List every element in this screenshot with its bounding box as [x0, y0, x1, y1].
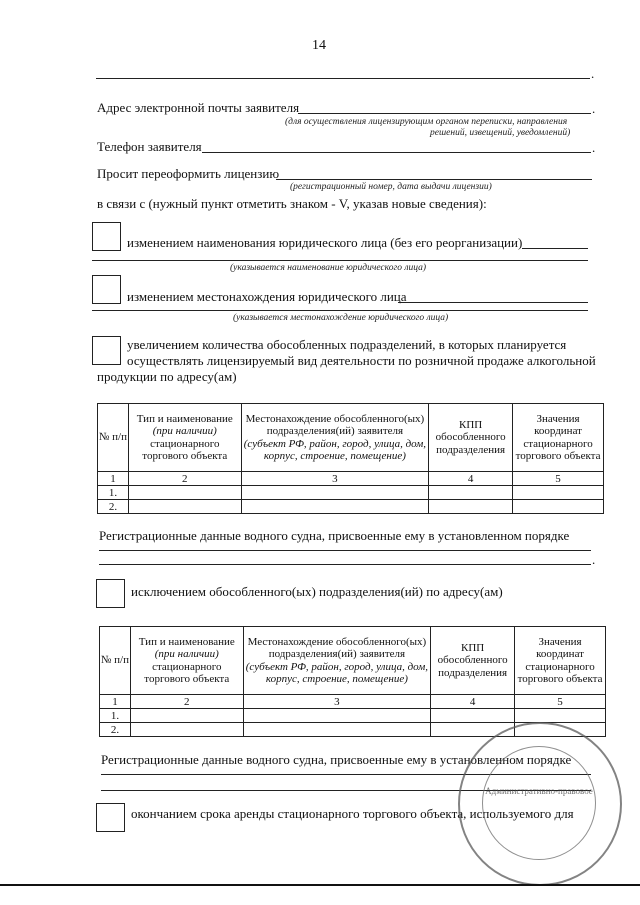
col-loc-line2: (субъект РФ, район, город, улица, дом, корпус, строение, помещение)	[243, 437, 427, 462]
option-increase-line1: увеличением количества обособленных подразделений, в которых планируется	[127, 337, 567, 352]
col-type-line1: Тип и наименование	[138, 635, 235, 648]
row-number: 1.	[100, 709, 131, 723]
col-header-number: № п/п	[100, 627, 131, 695]
subdivisions-table-1	[97, 403, 604, 514]
table-cell[interactable]	[515, 709, 606, 723]
official-stamp	[458, 722, 622, 886]
vessel-field-1b[interactable]	[99, 564, 591, 565]
reissue-hint: (регистрационный номер, дата выдачи лицензии)	[290, 182, 492, 192]
col-index: 4	[431, 695, 515, 709]
col-header-type	[130, 627, 243, 695]
col-index: 4	[429, 472, 513, 486]
col-header-number: № п/п	[98, 404, 129, 472]
col-header-coordinates: Значения координат стационарного торгового объекта	[513, 404, 604, 472]
col-index: 5	[513, 472, 604, 486]
line-dot: .	[592, 101, 596, 116]
phone-label: Телефон заявителя	[97, 139, 202, 154]
line-dot: .	[591, 66, 595, 81]
option-increase-line3: продукции по адресу(ам)	[97, 369, 237, 384]
col-header-kpp: КПП обособленного подразделения	[431, 627, 515, 695]
option-rename-hint: (указывается наименование юридического лица)	[230, 263, 426, 273]
option-relocate-hint: (указывается местонахождение юридического лица)	[233, 313, 449, 323]
table-cell[interactable]	[243, 723, 430, 737]
row-number: 2.	[98, 500, 129, 514]
col-header-location	[241, 404, 428, 472]
option-relocate-label: изменением местонахождения юридического лица	[127, 289, 407, 304]
phone-field[interactable]	[202, 152, 591, 153]
page-number: 14	[312, 38, 326, 53]
table-cell[interactable]	[128, 500, 241, 514]
col-index: 2	[130, 695, 243, 709]
table-cell[interactable]	[241, 486, 428, 500]
option-lease-label: окончанием срока аренды стационарного торгового объекта, используемого для	[131, 806, 574, 821]
col-loc-line1: Местонахождение обособленного(ых) подразделения(ий) заявителя	[245, 412, 425, 438]
table-cell[interactable]	[241, 500, 428, 514]
row-number: 1.	[98, 486, 129, 500]
col-loc-line1: Местонахождение обособленного(ых) подразделения(ий) заявителя	[247, 635, 427, 661]
col-index: 3	[243, 695, 430, 709]
stamp-text: Административно-правовое	[485, 786, 593, 796]
reason-text: в связи с (нужный пункт отметить знаком - V, указав новые сведения):	[97, 196, 487, 211]
table-cell[interactable]	[130, 723, 243, 737]
email-label: Адрес электронной почты заявителя	[97, 100, 300, 115]
col-index: 1	[98, 472, 129, 486]
option-rename-label: изменением наименования юридического лица (без его реорганизации)	[127, 235, 523, 250]
table-cell[interactable]	[243, 709, 430, 723]
table-cell[interactable]	[429, 500, 513, 514]
col-header-kpp: КПП обособленного подразделения	[429, 404, 513, 472]
col-header-type	[128, 404, 241, 472]
col-type-line3: стационарного торгового объекта	[142, 437, 228, 462]
vessel-field-1[interactable]	[99, 550, 591, 551]
table-cell[interactable]	[513, 500, 604, 514]
option-exclude-label: исключением обособленного(ых) подразделения(ий) по адресу(ам)	[131, 584, 503, 599]
col-type-line1: Тип и наименование	[136, 412, 233, 425]
blank-line	[96, 78, 590, 79]
table-cell[interactable]	[429, 486, 513, 500]
col-type-line2: (при наличии)	[152, 425, 217, 438]
rename-field[interactable]	[522, 248, 588, 249]
increase-checkbox[interactable]	[92, 336, 121, 365]
relocate-checkbox[interactable]	[92, 275, 121, 304]
table-cell[interactable]	[513, 486, 604, 500]
option-increase-line2: осуществлять лицензируемый вид деятельности по розничной продаже алкогольной	[127, 353, 596, 368]
row-number: 2.	[100, 723, 131, 737]
subdivisions-table-2	[99, 626, 606, 737]
lease-checkbox[interactable]	[96, 803, 125, 832]
vessel-text-1: Регистрационные данные водного судна, присвоенные ему в установленном порядке	[99, 528, 570, 543]
table-cell[interactable]	[431, 709, 515, 723]
col-header-coordinates: Значения координат стационарного торгового объекта	[515, 627, 606, 695]
table-cell[interactable]	[128, 486, 241, 500]
email-field[interactable]	[298, 113, 591, 114]
stamp-inner-ring	[482, 746, 596, 860]
reissue-label: Просит переоформить лицензию	[97, 166, 280, 181]
col-type-line2: (при наличии)	[154, 648, 219, 661]
line-dot: .	[592, 552, 596, 567]
rename-field-line2[interactable]	[92, 260, 588, 261]
exclude-checkbox[interactable]	[96, 579, 125, 608]
col-loc-line2: (субъект РФ, район, город, улица, дом, корпус, строение, помещение)	[245, 660, 429, 685]
col-index: 5	[515, 695, 606, 709]
page-bottom-edge	[0, 884, 640, 886]
relocate-field[interactable]	[398, 302, 588, 303]
rename-checkbox[interactable]	[92, 222, 121, 251]
email-hint-line2: решений, извещений, уведомлений)	[430, 128, 571, 138]
reissue-field[interactable]	[276, 179, 592, 180]
line-dot: .	[592, 140, 596, 155]
col-header-location	[243, 627, 430, 695]
table-cell[interactable]	[130, 709, 243, 723]
col-index: 1	[100, 695, 131, 709]
email-hint-line1: (для осуществления лицензирующим органом переписки, направления	[285, 117, 568, 127]
vessel-text-2: Регистрационные данные водного судна, присвоенные ему в установленном порядке	[101, 752, 572, 767]
col-type-line3: стационарного торгового объекта	[144, 660, 230, 685]
col-index: 3	[241, 472, 428, 486]
col-index: 2	[128, 472, 241, 486]
relocate-field-line2[interactable]	[92, 310, 588, 311]
